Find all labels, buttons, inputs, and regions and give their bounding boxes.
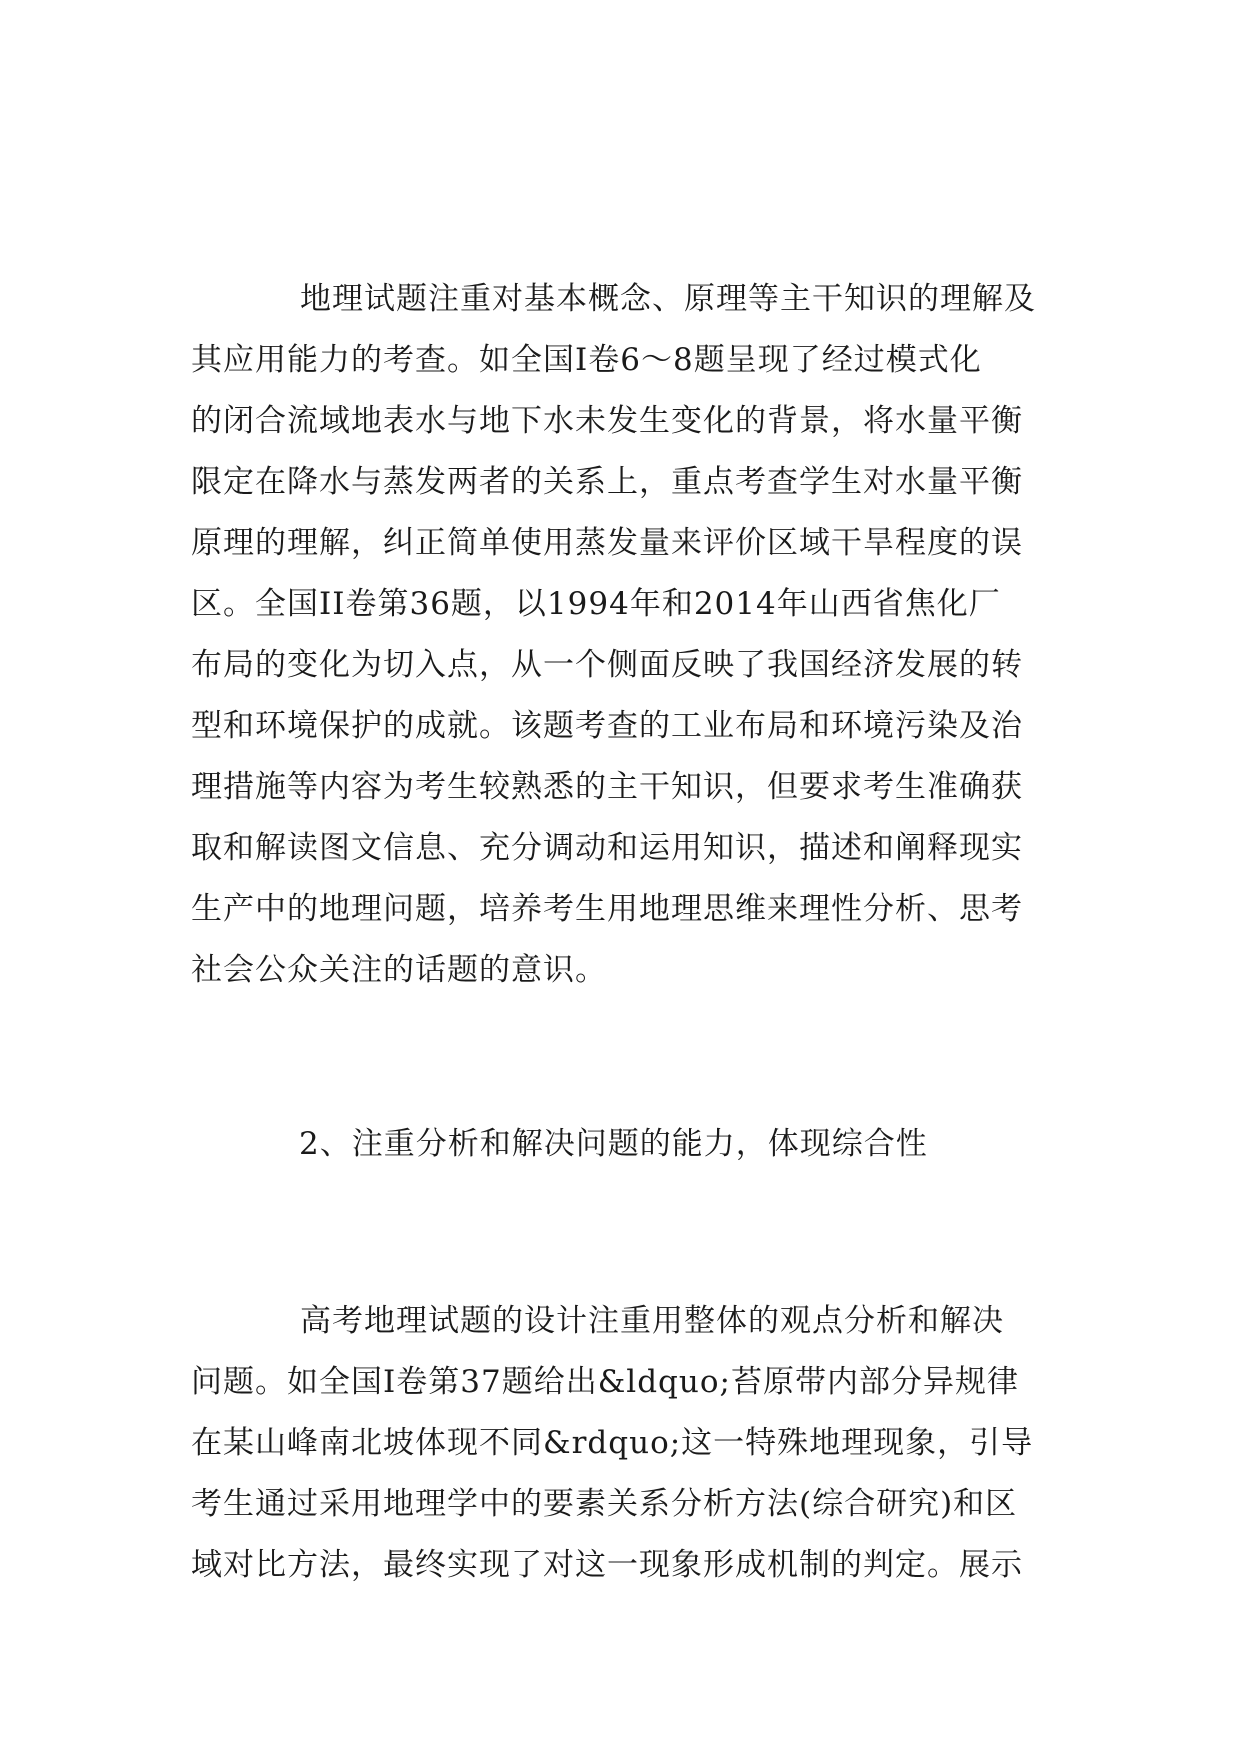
section-heading: 2、注重分析和解决问题的能力，体现综合性 xyxy=(299,1126,928,1162)
paragraph-1-line-11: 生产中的地理问题，培养考生用地理思维来理性分析、思考 xyxy=(191,891,1023,927)
paragraph-1-line-8: 型和环境保护的成就。该题考查的工业布局和环境污染及治 xyxy=(191,708,1023,744)
paragraph-2-line-4: 考生通过采用地理学中的要素关系分析方法(综合研究)和区 xyxy=(191,1486,1018,1522)
paragraph-1-line-12: 社会公众关注的话题的意识。 xyxy=(191,952,607,988)
paragraph-1-line-7: 布局的变化为切入点，从一个侧面反映了我国经济发展的转 xyxy=(191,647,1023,683)
paragraph-2-line-3: 在某山峰南北坡体现不同&rdquo;这一特殊地理现象，引导 xyxy=(191,1425,1034,1461)
paragraph-1-line-6: 区。全国II卷第36题，以1994年和2014年山西省焦化厂 xyxy=(191,586,1001,622)
paragraph-1-line-5: 原理的理解，纠正简单使用蒸发量来评价区域干旱程度的误 xyxy=(191,525,1023,561)
paragraph-1-line-2: 其应用能力的考查。如全国Ⅰ卷6～8题呈现了经过模式化 xyxy=(191,342,982,378)
paragraph-1-line-1: 地理试题注重对基本概念、原理等主干知识的理解及 xyxy=(300,281,1036,317)
paragraph-2-line-5: 域对比方法，最终实现了对这一现象形成机制的判定。展示 xyxy=(191,1547,1023,1583)
paragraph-2-line-1: 高考地理试题的设计注重用整体的观点分析和解决 xyxy=(300,1303,1004,1339)
paragraph-1-line-10: 取和解读图文信息、充分调动和运用知识，描述和阐释现实 xyxy=(191,830,1023,866)
paragraph-1-line-3: 的闭合流域地表水与地下水未发生变化的背景，将水量平衡 xyxy=(191,403,1023,439)
paragraph-1-line-4: 限定在降水与蒸发两者的关系上，重点考查学生对水量平衡 xyxy=(191,464,1023,500)
paragraph-2-line-2: 问题。如全国Ⅰ卷第37题给出&ldquo;苔原带内部分异规律 xyxy=(191,1364,1019,1400)
paragraph-1-line-9: 理措施等内容为考生较熟悉的主干知识，但要求考生准确获 xyxy=(191,769,1023,805)
